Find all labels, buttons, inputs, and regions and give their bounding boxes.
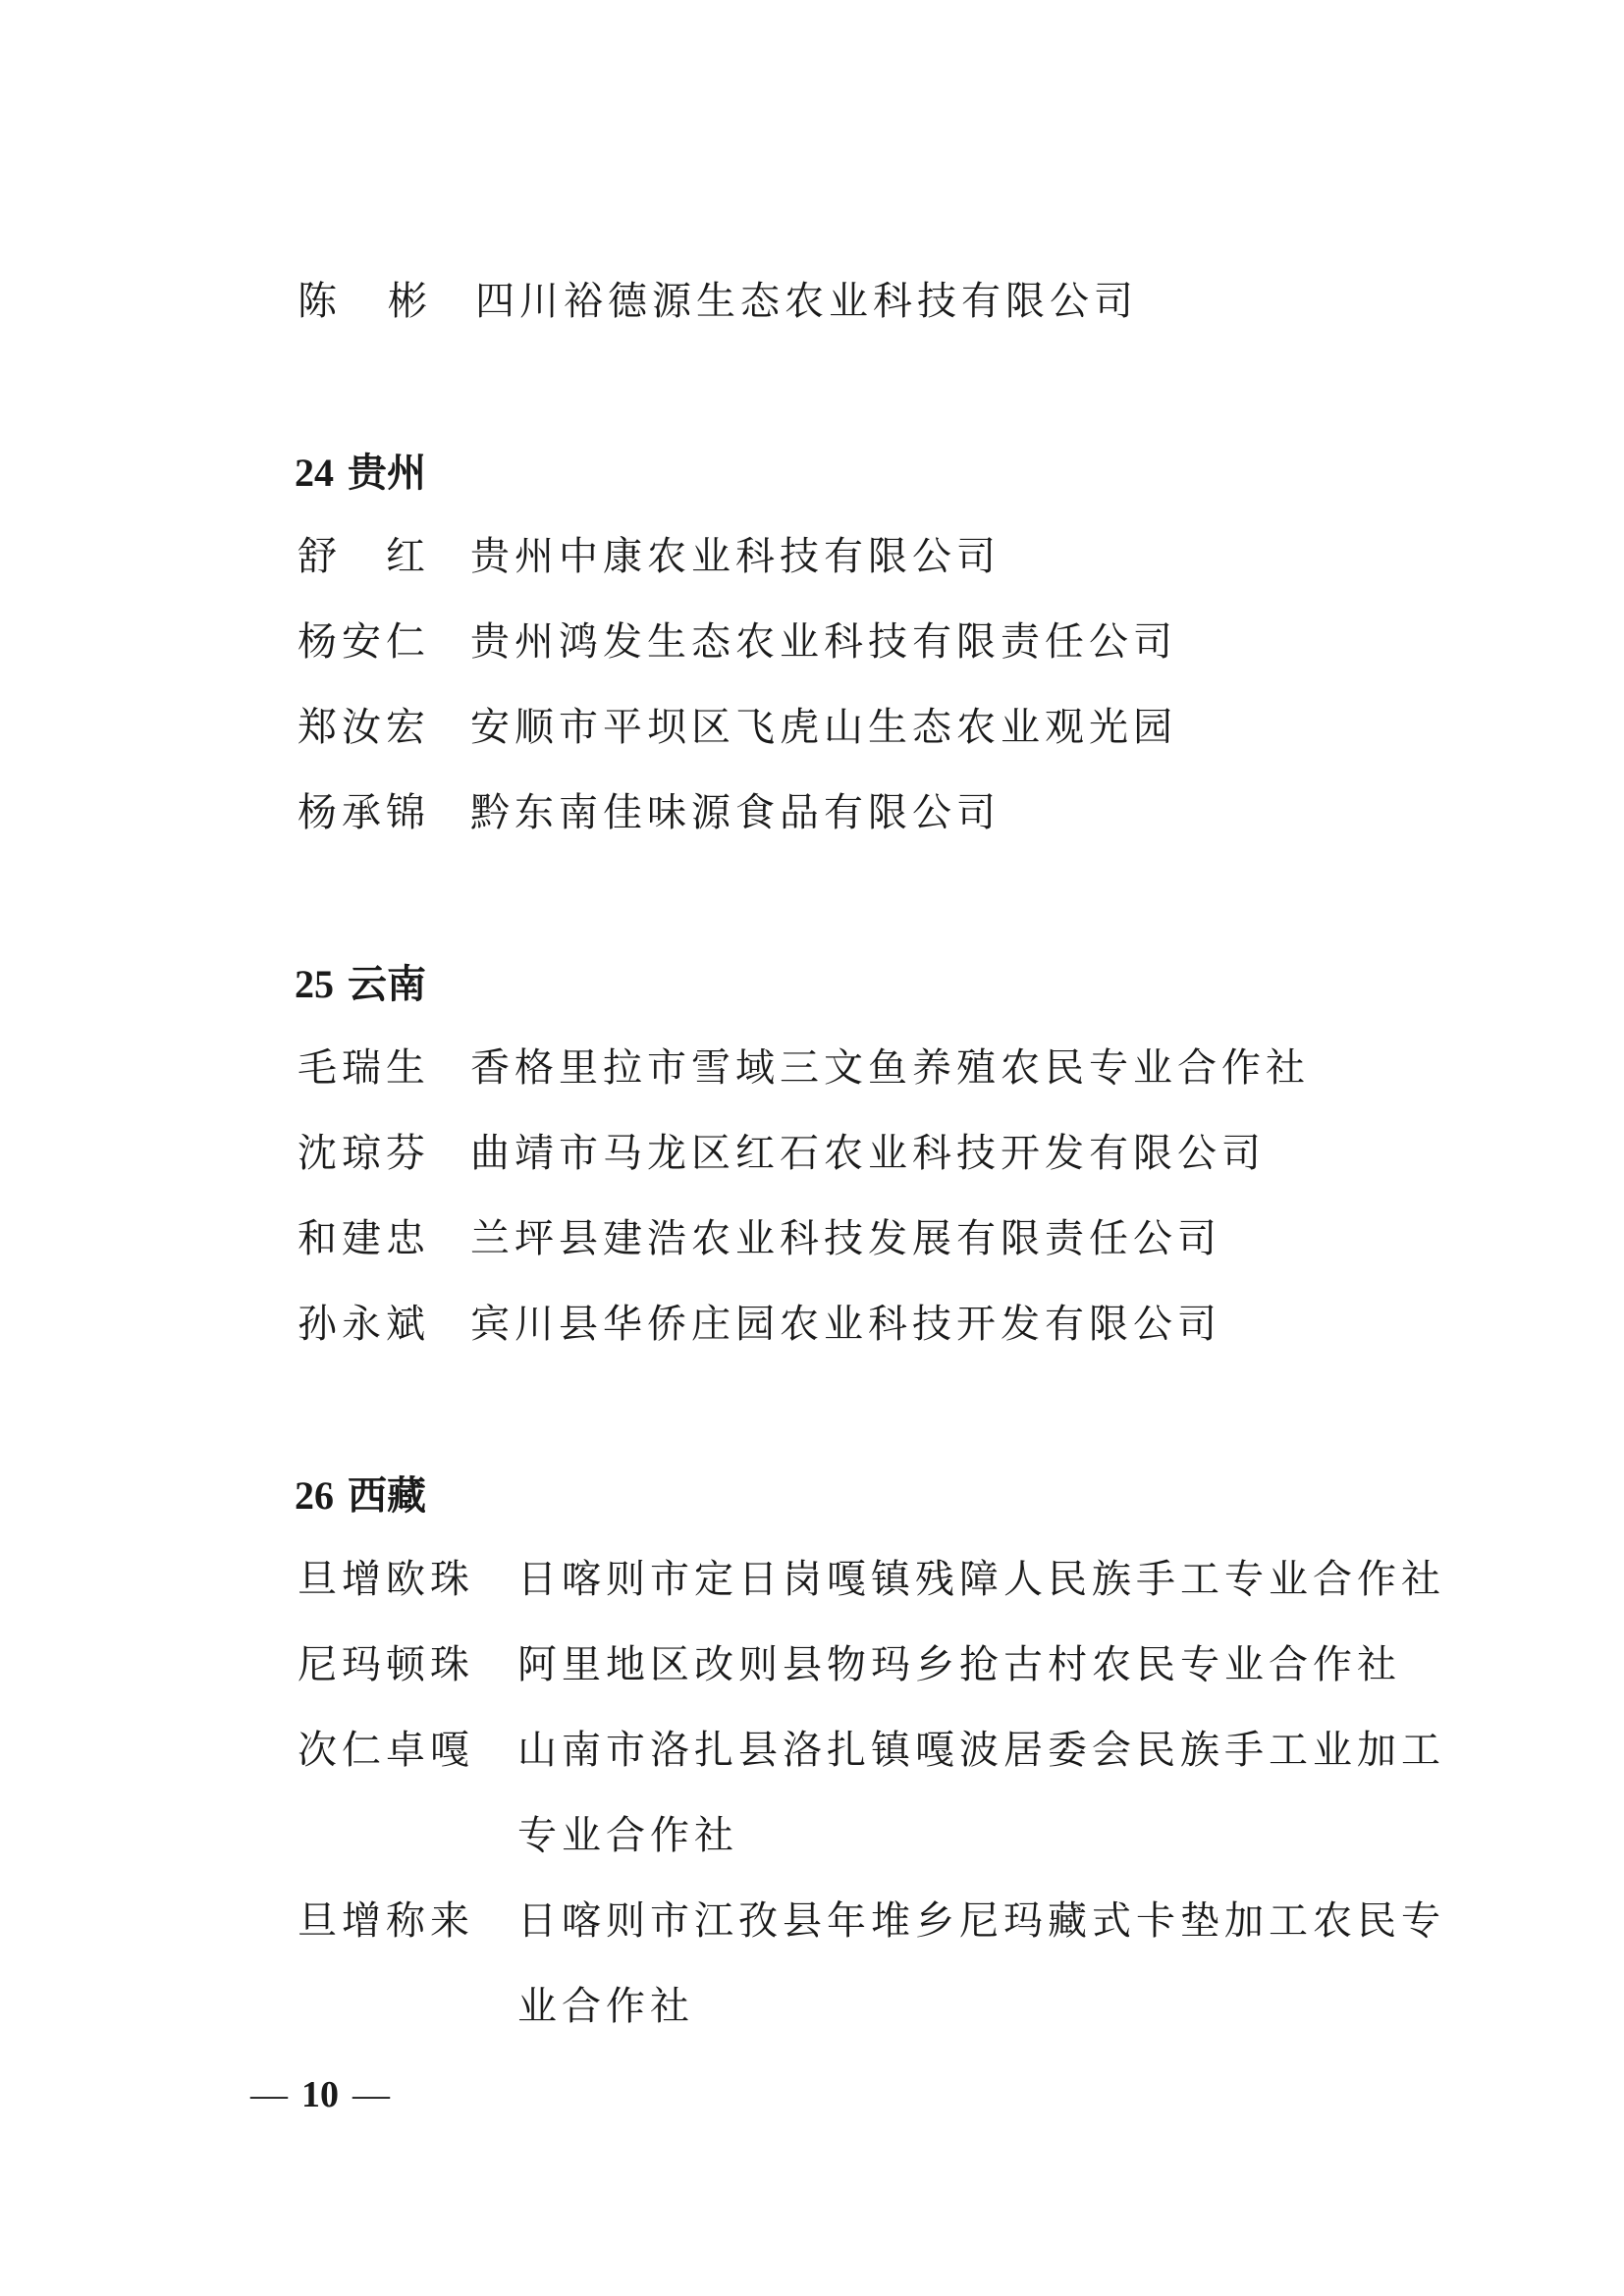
organization-name-continued: 业合作社 <box>517 1984 694 2029</box>
organization-name: 香格里拉市雪域三文鱼养殖农民专业合作社 <box>470 1045 1310 1091</box>
page-number: 10 <box>301 2074 339 2115</box>
organization-name: 山南市洛扎县洛扎镇嘎波居委会民族手工业加工 <box>517 1728 1445 1773</box>
person-name: 舒 红 <box>298 534 430 579</box>
person-name: 毛瑞生 <box>298 1045 430 1091</box>
organization-name: 兰坪县建浩农业科技发展有限责任公司 <box>470 1216 1221 1261</box>
person-name: 次仁卓嘎 <box>298 1728 474 1773</box>
organization-name: 日喀则市定日岗嘎镇残障人民族手工专业合作社 <box>517 1557 1445 1602</box>
footer-dash-left: — <box>250 2074 288 2115</box>
person-name: 杨安仁 <box>298 619 430 665</box>
organization-name: 日喀则市江孜县年堆乡尼玛藏式卡垫加工农民专 <box>517 1898 1445 1944</box>
organization-name: 贵州鸿发生态农业科技有限责任公司 <box>470 619 1177 665</box>
section-heading-xizang: 26 西藏 <box>295 1472 426 1519</box>
organization-name: 四川裕德源生态农业科技有限公司 <box>475 279 1138 324</box>
section-heading-yunnan: 25 云南 <box>295 961 426 1007</box>
organization-name: 宾川县华侨庄园农业科技开发有限公司 <box>470 1302 1221 1347</box>
person-name: 尼玛顿珠 <box>298 1642 474 1687</box>
person-name: 杨承锦 <box>298 790 430 835</box>
organization-name-continued: 专业合作社 <box>517 1813 738 1858</box>
person-name: 和建忠 <box>298 1216 430 1261</box>
organization-name: 阿里地区改则县物玛乡抢古村农民专业合作社 <box>517 1642 1401 1687</box>
organization-name: 安顺市平坝区飞虎山生态农业观光园 <box>470 705 1177 750</box>
person-name: 孙永斌 <box>298 1302 430 1347</box>
footer-dash-right: — <box>352 2074 390 2115</box>
section-heading-guizhou: 24 贵州 <box>295 450 426 496</box>
page-footer <box>250 2065 390 2124</box>
organization-name: 黔东南佳味源食品有限公司 <box>470 790 1001 835</box>
person-name: 郑汝宏 <box>298 705 430 750</box>
organization-name: 曲靖市马龙区红石农业科技开发有限公司 <box>470 1131 1266 1176</box>
person-name: 沈琼芬 <box>298 1131 430 1176</box>
person-name: 陈 彬 <box>298 279 427 324</box>
organization-name: 贵州中康农业科技有限公司 <box>470 534 1001 579</box>
person-name: 旦增欧珠 <box>298 1557 474 1602</box>
person-name: 旦增称来 <box>298 1898 474 1944</box>
